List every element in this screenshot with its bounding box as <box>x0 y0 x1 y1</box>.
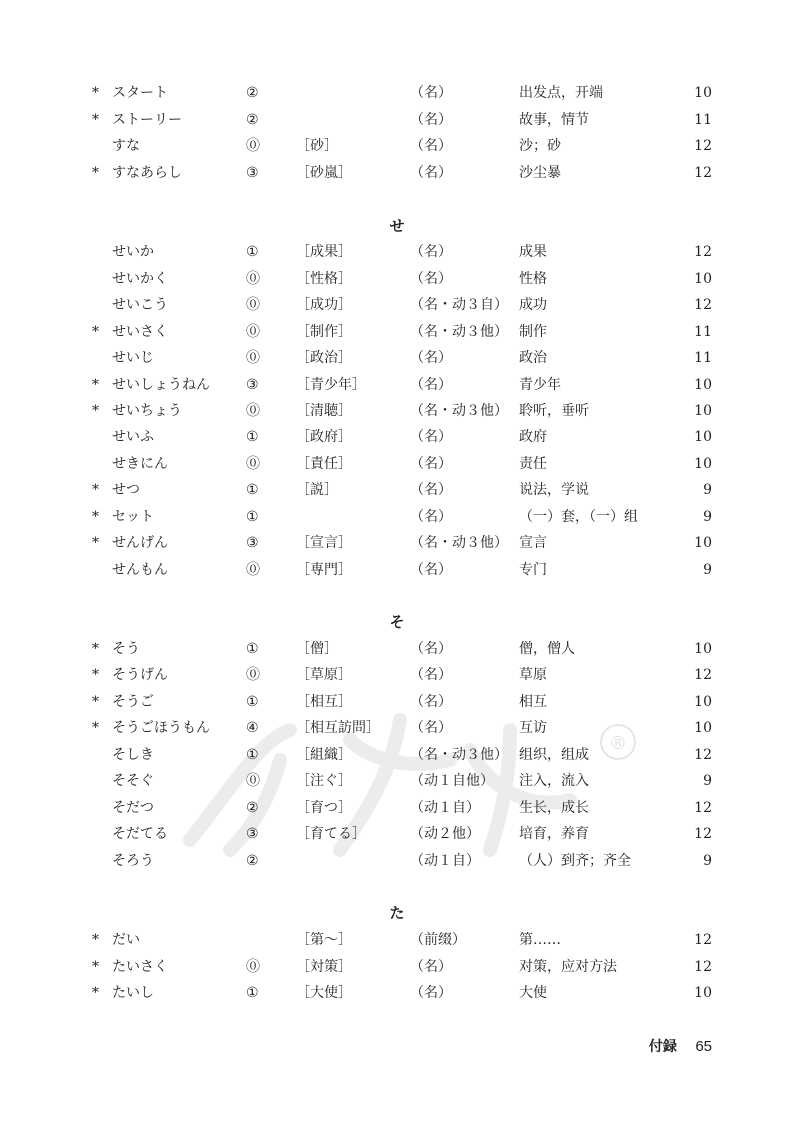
entry-pos: （名） <box>410 694 452 710</box>
entry-kanji: ［育つ］ <box>296 800 352 816</box>
entry-kanji: ［注ぐ］ <box>296 773 352 789</box>
entry-meaning: 青少年 <box>519 377 561 393</box>
entry-lesson: 9 <box>703 853 712 869</box>
entry-accent: ① <box>246 641 259 657</box>
entry-lesson: 10 <box>694 403 712 419</box>
entry-lesson: 10 <box>694 641 712 657</box>
entry-accent: ⓪ <box>246 562 260 578</box>
entry-lesson: 12 <box>694 800 712 816</box>
entry-lesson: 9 <box>703 562 712 578</box>
entry-kanji: ［草原］ <box>296 667 352 683</box>
entry-lesson: 12 <box>694 932 712 948</box>
star-marker: * <box>92 482 99 498</box>
entry-meaning: 第…… <box>519 932 561 948</box>
entry-accent: ③ <box>246 826 259 842</box>
list-item <box>0 239 794 265</box>
entry-meaning: 大使 <box>519 985 547 1001</box>
entry-kana: せんもん <box>112 562 168 578</box>
entry-kana: せいしょうねん <box>112 377 210 393</box>
list-item <box>0 689 794 715</box>
entry-lesson: 10 <box>694 456 712 472</box>
entry-meaning: 政府 <box>519 429 547 445</box>
entry-kana: ストーリー <box>112 112 182 128</box>
entry-kana: スタート <box>112 85 168 101</box>
page-footer <box>649 1036 712 1058</box>
entry-accent: ④ <box>246 720 259 736</box>
list-item <box>0 292 794 318</box>
entry-lesson: 10 <box>694 377 712 393</box>
entry-kanji: ［相互］ <box>296 694 352 710</box>
entry-meaning: 说法，学说 <box>519 482 589 498</box>
entry-pos: （名） <box>410 720 452 736</box>
list-item <box>0 80 794 106</box>
entry-meaning: 成功 <box>519 297 547 313</box>
list-item <box>0 504 794 530</box>
entry-kana: セット <box>112 509 154 525</box>
entry-kana: そだつ <box>112 800 154 816</box>
entry-kanji: ［大使］ <box>296 985 352 1001</box>
entry-meaning: 政治 <box>519 350 547 366</box>
entry-accent: ⓪ <box>246 324 260 340</box>
entry-meaning: 注入，流入 <box>519 773 589 789</box>
footer-label: 付録 <box>648 1039 677 1055</box>
entry-kana: たいさく <box>112 959 168 975</box>
list-item <box>0 848 794 874</box>
entry-kana: せいかく <box>112 271 168 287</box>
entry-meaning: （人）到齐；齐全 <box>519 853 631 869</box>
entry-lesson: 10 <box>694 271 712 287</box>
entry-accent: ⓪ <box>246 271 260 287</box>
entry-kana: そしき <box>112 747 154 763</box>
entry-kana: せきにん <box>112 456 168 472</box>
entry-kanji: ［成果］ <box>296 244 352 260</box>
entry-kana: だい <box>112 932 140 948</box>
star-marker: * <box>92 403 99 419</box>
list-item <box>0 319 794 345</box>
entry-accent: ③ <box>246 165 259 181</box>
entry-lesson: 11 <box>694 350 712 366</box>
entry-meaning: 责任 <box>519 456 547 472</box>
entry-lesson: 12 <box>694 165 712 181</box>
entry-accent: ① <box>246 694 259 710</box>
entry-kana: そうごほうもん <box>112 720 210 736</box>
entry-kanji: ［説］ <box>296 482 338 498</box>
entry-kanji: ［砂］ <box>296 138 338 154</box>
entry-kana: せいちょう <box>112 403 182 419</box>
entry-lesson: 10 <box>694 535 712 551</box>
entry-meaning: （一）套，（一）组 <box>519 509 638 525</box>
list-item <box>0 742 794 768</box>
list-item <box>0 107 794 133</box>
page-number: 65 <box>695 1038 712 1055</box>
entry-accent: ① <box>246 482 259 498</box>
entry-kana: せいさく <box>112 324 168 340</box>
star-marker: * <box>92 377 99 393</box>
entry-pos: （名） <box>410 667 452 683</box>
entry-meaning: 成果 <box>519 244 547 260</box>
section-heading-ta: た <box>389 904 405 922</box>
entry-pos: （名） <box>410 85 452 101</box>
star-marker: * <box>92 535 99 551</box>
entry-kanji: ［相互訪問］ <box>296 720 380 736</box>
entry-accent: ① <box>246 509 259 525</box>
entry-meaning: 沙尘暴 <box>519 165 561 181</box>
entry-lesson: 12 <box>694 747 712 763</box>
entry-lesson: 10 <box>694 720 712 736</box>
entry-lesson: 10 <box>694 985 712 1001</box>
list-item <box>0 821 794 847</box>
star-marker: * <box>92 641 99 657</box>
entry-lesson: 10 <box>694 694 712 710</box>
entry-pos: （名・动３他） <box>410 535 508 551</box>
list-item <box>0 477 794 503</box>
star-marker: * <box>92 959 99 975</box>
entry-kanji: ［組織］ <box>296 747 352 763</box>
entry-kana: せいか <box>112 244 154 260</box>
star-marker: * <box>92 85 99 101</box>
entry-kana: そうげん <box>112 667 168 683</box>
entry-kanji: ［青少年］ <box>296 377 366 393</box>
entry-lesson: 10 <box>694 429 712 445</box>
entry-lesson: 12 <box>694 297 712 313</box>
list-item <box>0 557 794 583</box>
entry-pos: （名） <box>410 509 452 525</box>
registered-mark: ® <box>609 733 627 754</box>
entry-kana: そだてる <box>112 826 168 842</box>
entry-kanji: ［成功］ <box>296 297 352 313</box>
entry-pos: （前缀） <box>410 932 466 948</box>
entry-kana: せいこう <box>112 297 168 313</box>
entry-pos: （名） <box>410 138 452 154</box>
entry-accent: ① <box>246 747 259 763</box>
entry-accent: ② <box>246 853 259 869</box>
entry-kana: そろう <box>112 853 154 869</box>
entry-kana: そう <box>112 641 140 657</box>
entry-pos: （动１自） <box>410 800 480 816</box>
star-marker: * <box>92 694 99 710</box>
list-item <box>0 530 794 556</box>
entry-accent: ① <box>246 429 259 445</box>
entry-accent: ③ <box>246 377 259 393</box>
list-item <box>0 266 794 292</box>
entry-pos: （名・动３他） <box>410 324 508 340</box>
entry-kanji: ［制作］ <box>296 324 352 340</box>
entry-kana: せつ <box>112 482 140 498</box>
entry-accent: ⓪ <box>246 959 260 975</box>
entry-lesson: 12 <box>694 138 712 154</box>
entry-pos: （名・动３自） <box>410 297 508 313</box>
entry-pos: （名） <box>410 456 452 472</box>
entry-accent: ⓪ <box>246 773 260 789</box>
entry-meaning: 故事，情节 <box>519 112 589 128</box>
entry-meaning: 草原 <box>519 667 547 683</box>
entry-pos: （名） <box>410 959 452 975</box>
list-item <box>0 345 794 371</box>
list-item <box>0 662 794 688</box>
entry-lesson: 10 <box>694 85 712 101</box>
entry-lesson: 9 <box>703 773 712 789</box>
entry-accent: ⓪ <box>246 297 260 313</box>
entry-meaning: 制作 <box>519 324 547 340</box>
entry-kanji: ［責任］ <box>296 456 352 472</box>
list-item <box>0 795 794 821</box>
entry-meaning: 组织，组成 <box>519 747 589 763</box>
entry-pos: （名） <box>410 165 452 181</box>
list-item <box>0 372 794 398</box>
entry-kanji: ［育てる］ <box>296 826 366 842</box>
entry-meaning: 生长，成长 <box>519 800 589 816</box>
list-item <box>0 636 794 662</box>
entry-accent: ⓪ <box>246 667 260 683</box>
star-marker: * <box>92 667 99 683</box>
entry-meaning: 对策，应对方法 <box>519 959 617 975</box>
list-item <box>0 954 794 980</box>
entry-accent: ② <box>246 85 259 101</box>
entry-lesson: 9 <box>703 482 712 498</box>
entry-meaning: 培育，养育 <box>519 826 589 842</box>
list-item <box>0 927 794 953</box>
entry-kana: そうご <box>112 694 154 710</box>
entry-accent: ② <box>246 800 259 816</box>
entry-accent: ① <box>246 985 259 1001</box>
entry-pos: （动１自） <box>410 853 480 869</box>
entry-kana: すなあらし <box>112 165 182 181</box>
entry-pos: （名） <box>410 985 452 1001</box>
entry-kana: すな <box>112 138 140 154</box>
entry-lesson: 11 <box>694 324 712 340</box>
entry-kanji: ［専門］ <box>296 562 352 578</box>
entry-lesson: 12 <box>694 826 712 842</box>
entry-meaning: 性格 <box>519 271 547 287</box>
entry-kanji: ［対策］ <box>296 959 352 975</box>
star-marker: * <box>92 509 99 525</box>
list-item <box>0 768 794 794</box>
entry-pos: （名） <box>410 482 452 498</box>
entry-pos: （名） <box>410 244 452 260</box>
list-item <box>0 160 794 186</box>
entry-accent: ⓪ <box>246 138 260 154</box>
star-marker: * <box>92 720 99 736</box>
entry-meaning: 出发点，开端 <box>519 85 603 101</box>
entry-kana: せんげん <box>112 535 168 551</box>
entry-lesson: 11 <box>694 112 712 128</box>
entry-lesson: 12 <box>694 667 712 683</box>
entry-kana: せいふ <box>112 429 154 445</box>
entry-kanji: ［清聴］ <box>296 403 352 419</box>
entry-pos: （名） <box>410 562 452 578</box>
entry-meaning: 专门 <box>519 562 547 578</box>
entry-pos: （名） <box>410 429 452 445</box>
entry-kanji: ［第～］ <box>296 932 352 948</box>
list-item <box>0 980 794 1006</box>
entry-kanji: ［宣言］ <box>296 535 352 551</box>
list-item <box>0 398 794 424</box>
list-item <box>0 451 794 477</box>
entry-pos: （名・动３他） <box>410 403 508 419</box>
entry-meaning: 相互 <box>519 694 547 710</box>
entry-lesson: 12 <box>694 959 712 975</box>
entry-pos: （名） <box>410 377 452 393</box>
entry-kana: そそぐ <box>112 773 154 789</box>
entry-pos: （动１自他） <box>410 773 494 789</box>
entry-meaning: 宣言 <box>519 535 547 551</box>
entry-kanji: ［政府］ <box>296 429 352 445</box>
star-marker: * <box>92 932 99 948</box>
section-heading-se: せ <box>389 217 405 235</box>
entry-accent: ⓪ <box>246 403 260 419</box>
entry-pos: （名） <box>410 112 452 128</box>
entry-pos: （名・动３他） <box>410 747 508 763</box>
list-item <box>0 715 794 741</box>
star-marker: * <box>92 112 99 128</box>
entry-kanji: ［性格］ <box>296 271 352 287</box>
list-item <box>0 424 794 450</box>
entry-pos: （名） <box>410 641 452 657</box>
entry-kana: たいし <box>112 985 154 1001</box>
section-heading-so: そ <box>389 613 405 631</box>
star-marker: * <box>92 324 99 340</box>
entry-lesson: 12 <box>694 244 712 260</box>
list-item <box>0 133 794 159</box>
entry-pos: （名） <box>410 271 452 287</box>
star-marker: * <box>92 985 99 1001</box>
entry-kanji: ［政治］ <box>296 350 352 366</box>
entry-accent: ③ <box>246 535 259 551</box>
entry-meaning: 互访 <box>519 720 547 736</box>
entry-pos: （动２他） <box>410 826 480 842</box>
entry-meaning: 僧，僧人 <box>519 641 575 657</box>
entry-accent: ① <box>246 244 259 260</box>
entry-kanji: ［僧］ <box>296 641 338 657</box>
entry-accent: ② <box>246 112 259 128</box>
star-marker: * <box>92 165 99 181</box>
entry-pos: （名） <box>410 350 452 366</box>
entry-kanji: ［砂嵐］ <box>296 165 352 181</box>
entry-lesson: 9 <box>703 509 712 525</box>
entry-accent: ⓪ <box>246 350 260 366</box>
entry-meaning: 沙；砂 <box>519 138 561 154</box>
entry-accent: ⓪ <box>246 456 260 472</box>
entry-kana: せいじ <box>112 350 154 366</box>
entry-meaning: 聆听，垂听 <box>519 403 589 419</box>
